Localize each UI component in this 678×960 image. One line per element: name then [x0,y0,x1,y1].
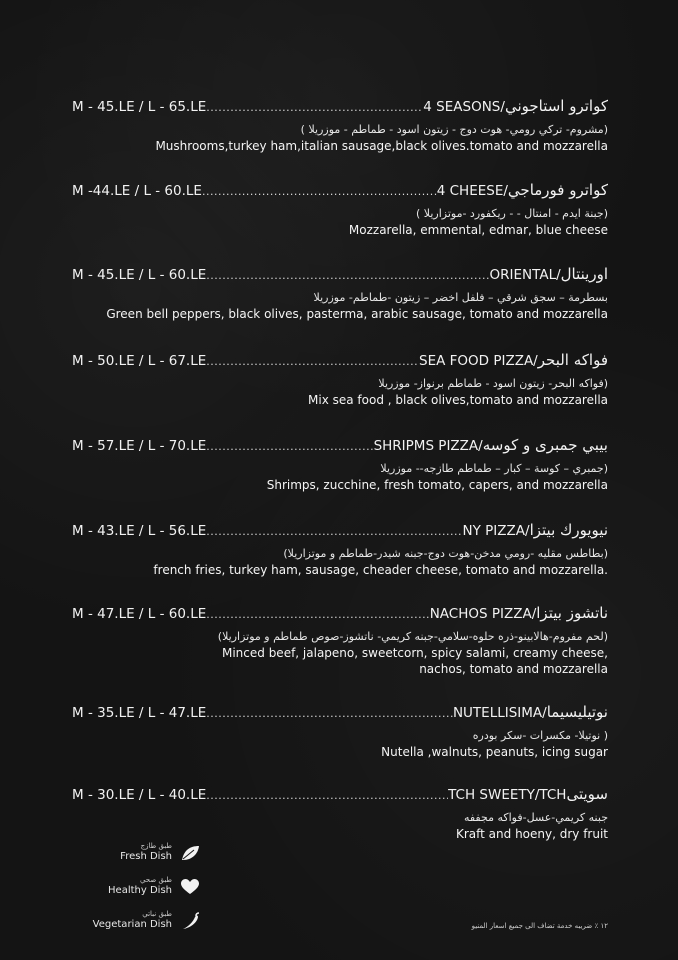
item-price: M - 43.LE / L - 56.LE [72,523,207,539]
item-desc-ar: (جمبري – كوسة – كبار – طماطم طازجه-- موزريلا [380,462,608,475]
service-tax-note: ١٢ ٪ ضريبه خدمة تضاف الى جميع اسعار المنيو [471,922,608,930]
item-desc-en: Nutella ,walnuts, peanuts, icing sugar [381,745,608,759]
item-name-ar: ناتشوز بيتزا [536,604,608,622]
dot-leader [206,98,423,118]
legend-vegetarian [90,910,200,931]
item-name-en: SHRIPMS PIZZA/ [373,438,483,454]
item-price: M - 35.LE / L - 47.LE [72,705,207,721]
item-desc-en: Minced beef, jalapeno, sweetcorn, spicy salami, creamy cheese, [221,646,608,660]
legend-label-ar: طبق صحي [139,876,172,884]
dot-leader [206,786,448,806]
legend-label-ar: طبق نباتي [142,910,172,918]
menu-item [72,264,608,322]
item-name-ar: كواترو فورماجي [507,181,608,199]
dot-leader [206,266,489,286]
item-name-en: SEA FOOD PIZZA/ [419,353,538,369]
item-name-en: 4 SEASONS/ [423,99,505,115]
legend-label-ar: طبق طازج [140,842,172,850]
menu-item [72,180,608,238]
dot-leader [206,437,373,457]
chili-icon [180,912,200,930]
item-name-en: NY PIZZA/ [462,523,530,539]
dot-leader [206,704,453,724]
item-name-en: TCH SWEETY/TCH [448,787,567,803]
item-desc-ar: (جبنة ايدم - امنتال - - ريكفورد -موتزاريلا ) [415,207,608,220]
item-desc-en: Green bell peppers, black olives, pasterma, arabic sausage, tomato and mozzarella [106,307,608,321]
item-headline [72,435,608,457]
item-desc-ar: جبنه كريمي-عسل-فواكه مجففه [463,811,608,824]
item-name-ar: بيبي جمبرى و كوسه [482,436,608,454]
legend-label-en: Healthy Dish [108,885,172,896]
menu-item [72,435,608,493]
legend-fresh [90,842,200,863]
leaf-icon [180,844,200,862]
item-headline [72,520,608,542]
legend-label-en: Fresh Dish [120,851,172,862]
item-name-en: ORIENTAL/ [489,267,561,283]
item-desc-ar: (فواكه البحر- زيتون اسود - طماطم برنواز- موزريلا [378,377,608,390]
dot-leader [206,605,429,625]
dot-leader [202,182,437,202]
item-desc-ar: (مشروم- تركي رومي- هوت دوج - زيتون اسود - طماطم - موزريلا ) [300,123,608,136]
menu-item [72,350,608,408]
item-desc-en: Mushrooms,turkey ham,italian sausage,black olives.tomato and mozzarella [155,139,608,153]
item-desc-en-line2: nachos, tomato and mozzarella [419,662,608,676]
item-headline [72,702,608,724]
item-name-ar: نوتيليسيما [546,703,608,721]
dot-leader [206,352,419,372]
item-name-en: 4 CHEESE/ [436,183,508,199]
item-price: M -44.LE / L - 60.LE [72,183,202,199]
item-price: M - 47.LE / L - 60.LE [72,606,207,622]
item-name-ar: فواكه البحر [537,351,608,369]
item-desc-ar: بسطرمة – سجق شرقي – فلفل اخضر – زيتون -طماطم- موزريلا [313,291,608,304]
item-name-en: NACHOS PIZZA/ [429,606,537,622]
legend-label-en: Vegetarian Dish [92,919,172,930]
item-desc-ar: (لحم مفروم-هالابينو-ذره حلوه-سلامي-جبنه كريمي- ناتشوز-صوص طماطم و موتزاريلا) [217,630,608,643]
legend-healthy [90,876,200,897]
menu-item [72,702,608,760]
item-headline [72,784,608,806]
item-name-ar: سويتى [566,785,608,803]
item-headline [72,264,608,286]
menu-item [72,96,608,154]
item-desc-en: Mix sea food , black olives,tomato and mozzarella [308,393,608,407]
menu-item [72,784,608,842]
item-desc-en: Kraft and hoeny, dry fruit [455,827,608,841]
item-headline [72,350,608,372]
item-desc-en: french fries, turkey ham, sausage, cheader cheese, tomato and mozzarella. [153,563,608,577]
item-price: M - 57.LE / L - 70.LE [72,438,207,454]
dot-leader [206,522,462,542]
item-headline [72,603,608,625]
menu-item [72,520,608,578]
item-desc-en: Shrimps, zucchine, fresh tomato, capers, and mozzarella [266,478,608,492]
item-price: M - 45.LE / L - 60.LE [72,267,207,283]
item-name-en: NUTELLISIMA/ [452,705,547,721]
item-price: M - 30.LE / L - 40.LE [72,787,207,803]
item-desc-ar: ( نوتيلا- مكسرات -سكر بودره [472,729,608,742]
item-desc-ar: (بطاطس مقليه -رومي مدخن-هوت دوج-جبنه شيدر-طماطم و موتزاريلا) [283,547,608,560]
item-price: M - 50.LE / L - 67.LE [72,353,207,369]
heart-icon [180,878,200,896]
item-price: M - 45.LE / L - 65.LE [72,99,207,115]
item-name-ar: كواترو استاجوني [504,97,608,115]
item-name-ar: اورينتال [560,265,608,283]
item-name-ar: نيويورك بيتزا [529,521,608,539]
menu-item [72,603,608,677]
item-headline [72,180,608,202]
item-headline [72,96,608,118]
item-desc-en: Mozzarella, emmental, edmar, blue cheese [348,223,608,237]
